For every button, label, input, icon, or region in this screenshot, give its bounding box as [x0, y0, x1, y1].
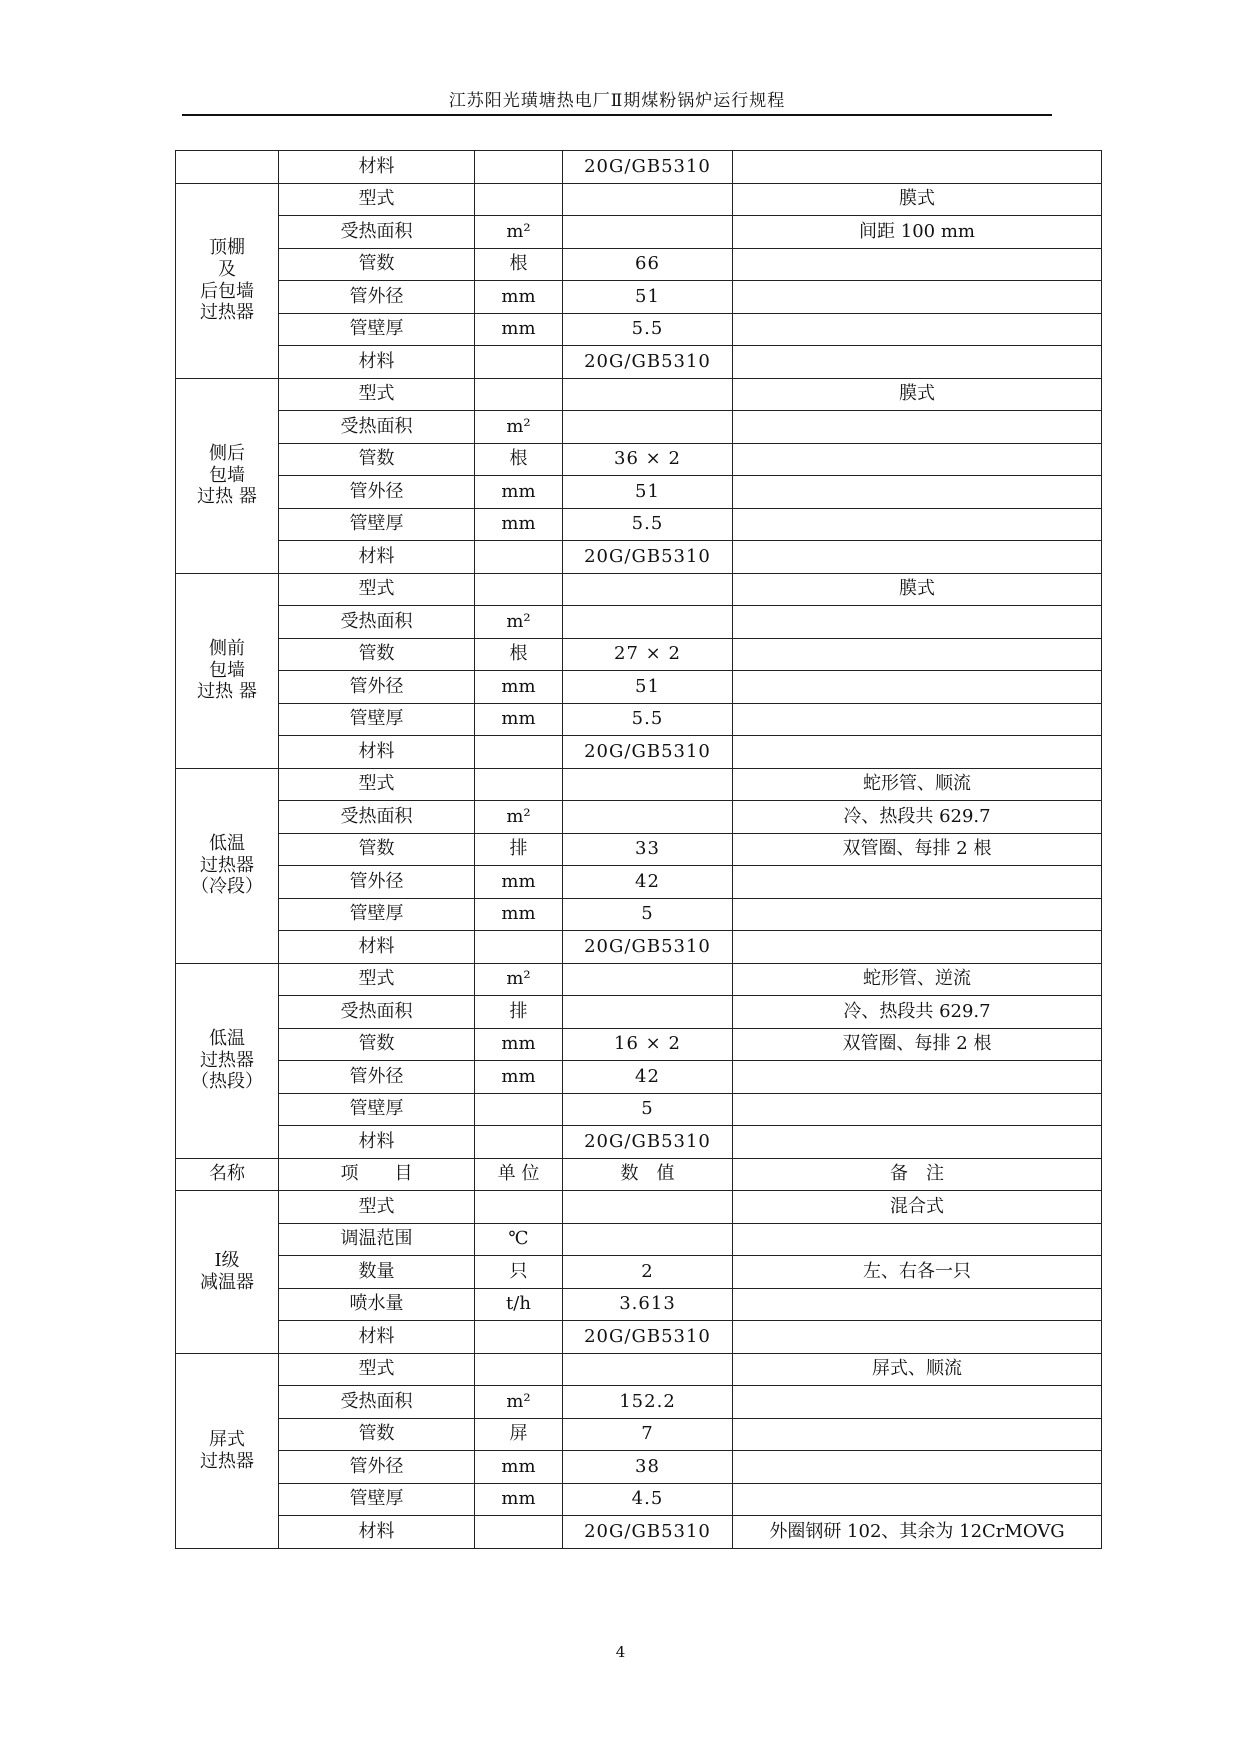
value-cell — [563, 801, 733, 834]
table-row — [176, 183, 1102, 216]
note-cell — [733, 508, 1102, 541]
item-cell: 管外径 — [279, 1451, 475, 1484]
item-cell: 数量 — [279, 1256, 475, 1289]
table-row — [176, 1516, 1102, 1549]
unit-cell: mm — [475, 671, 563, 704]
table-row — [176, 963, 1102, 996]
item-cell: 型式 — [279, 183, 475, 216]
table-row — [176, 1483, 1102, 1516]
unit-cell — [475, 378, 563, 411]
item-cell: 管数 — [279, 638, 475, 671]
item-cell: 受热面积 — [279, 996, 475, 1029]
header-cell-unit: 单 位 — [475, 1158, 563, 1191]
value-cell — [563, 378, 733, 411]
item-cell: 管壁厚 — [279, 1483, 475, 1516]
table-row — [176, 541, 1102, 574]
note-cell — [733, 248, 1102, 281]
table-row — [176, 898, 1102, 931]
item-cell: 管壁厚 — [279, 313, 475, 346]
value-cell — [563, 216, 733, 249]
note-cell: 冷、热段共 629.7 — [733, 801, 1102, 834]
item-cell: 管外径 — [279, 1061, 475, 1094]
table-row — [176, 151, 1102, 184]
value-cell: 2 — [563, 1256, 733, 1289]
unit-cell: mm — [475, 703, 563, 736]
unit-cell: mm — [475, 1483, 563, 1516]
note-cell — [733, 1321, 1102, 1354]
table-row — [176, 768, 1102, 801]
note-cell — [733, 1223, 1102, 1256]
value-cell — [563, 606, 733, 639]
note-cell — [733, 541, 1102, 574]
unit-cell: 根 — [475, 443, 563, 476]
table-row — [176, 1353, 1102, 1386]
component-name-line: 过热器 — [200, 854, 254, 876]
table-row — [176, 606, 1102, 639]
item-cell: 管外径 — [279, 281, 475, 314]
note-cell: 膜式 — [733, 183, 1102, 216]
table-row — [176, 736, 1102, 769]
unit-cell: 排 — [475, 996, 563, 1029]
note-cell — [733, 866, 1102, 899]
item-cell: 调温范围 — [279, 1223, 475, 1256]
component-name-line: 过热器 — [200, 1049, 254, 1071]
header-divider — [182, 114, 1052, 116]
note-cell — [733, 1093, 1102, 1126]
component-name-line: Ⅰ级 — [214, 1250, 240, 1272]
note-cell — [733, 1418, 1102, 1451]
value-cell — [563, 963, 733, 996]
unit-cell: 只 — [475, 1256, 563, 1289]
item-cell: 管数 — [279, 248, 475, 281]
value-cell: 42 — [563, 1061, 733, 1094]
table-row — [176, 476, 1102, 509]
table-row — [176, 1386, 1102, 1419]
unit-cell: mm — [475, 866, 563, 899]
note-cell: 双管圈、每排 2 根 — [733, 833, 1102, 866]
unit-cell — [475, 1353, 563, 1386]
value-cell — [563, 411, 733, 444]
value-cell — [563, 1223, 733, 1256]
item-cell: 管壁厚 — [279, 898, 475, 931]
unit-cell: mm — [475, 313, 563, 346]
table-row — [176, 248, 1102, 281]
unit-cell: m² — [475, 963, 563, 996]
note-cell — [733, 443, 1102, 476]
item-cell: 材料 — [279, 151, 475, 184]
value-cell: 42 — [563, 866, 733, 899]
component-name-line: 及 — [218, 258, 236, 280]
table-row — [176, 1321, 1102, 1354]
note-cell — [733, 736, 1102, 769]
component-name-cell — [176, 1191, 279, 1354]
component-name-line: 顶棚 — [209, 237, 245, 259]
note-cell — [733, 1451, 1102, 1484]
item-cell: 喷水量 — [279, 1288, 475, 1321]
value-cell: 16 × 2 — [563, 1028, 733, 1061]
note-cell: 冷、热段共 629.7 — [733, 996, 1102, 1029]
item-cell: 型式 — [279, 378, 475, 411]
unit-cell: mm — [475, 898, 563, 931]
item-cell: 材料 — [279, 931, 475, 964]
component-name-cell — [176, 151, 279, 184]
note-cell — [733, 931, 1102, 964]
table-row — [176, 1061, 1102, 1094]
item-cell: 材料 — [279, 1126, 475, 1159]
unit-cell — [475, 1126, 563, 1159]
value-cell: 66 — [563, 248, 733, 281]
unit-cell: mm — [475, 1028, 563, 1061]
table-row — [176, 671, 1102, 704]
table-row — [176, 508, 1102, 541]
value-cell: 20G/GB5310 — [563, 1516, 733, 1549]
component-name-line: 减温器 — [200, 1271, 254, 1293]
unit-cell — [475, 1516, 563, 1549]
component-name-cell — [176, 963, 279, 1158]
note-cell: 膜式 — [733, 573, 1102, 606]
unit-cell: mm — [475, 508, 563, 541]
item-cell: 受热面积 — [279, 801, 475, 834]
value-cell: 5.5 — [563, 313, 733, 346]
unit-cell — [475, 183, 563, 216]
table-row — [176, 1093, 1102, 1126]
item-cell: 受热面积 — [279, 411, 475, 444]
note-cell — [733, 281, 1102, 314]
value-cell: 4.5 — [563, 1483, 733, 1516]
unit-cell — [475, 541, 563, 574]
note-cell — [733, 411, 1102, 444]
table-row — [176, 378, 1102, 411]
component-name-line: 侧前 — [209, 638, 245, 660]
component-name-line: 包墙 — [209, 659, 245, 681]
table-row — [176, 996, 1102, 1029]
item-cell: 管数 — [279, 1028, 475, 1061]
item-cell: 型式 — [279, 963, 475, 996]
value-cell: 20G/GB5310 — [563, 1126, 733, 1159]
value-cell: 20G/GB5310 — [563, 346, 733, 379]
value-cell: 51 — [563, 476, 733, 509]
unit-cell — [475, 151, 563, 184]
unit-cell — [475, 346, 563, 379]
note-cell — [733, 1483, 1102, 1516]
value-cell: 5.5 — [563, 508, 733, 541]
note-cell — [733, 1386, 1102, 1419]
value-cell: 33 — [563, 833, 733, 866]
value-cell — [563, 768, 733, 801]
component-name-line: （冷段） — [191, 876, 263, 898]
table-row — [176, 573, 1102, 606]
component-name-line: 低温 — [209, 1028, 245, 1050]
table-row — [176, 216, 1102, 249]
item-cell: 受热面积 — [279, 606, 475, 639]
unit-cell: mm — [475, 476, 563, 509]
item-cell: 材料 — [279, 736, 475, 769]
note-cell: 蛇形管、顺流 — [733, 768, 1102, 801]
component-name-line: 低温 — [209, 833, 245, 855]
note-cell: 膜式 — [733, 378, 1102, 411]
note-cell: 左、右各一只 — [733, 1256, 1102, 1289]
table-row — [176, 703, 1102, 736]
component-name-line: 过热器 — [200, 1450, 254, 1472]
table-row — [176, 1028, 1102, 1061]
value-cell — [563, 573, 733, 606]
component-name-cell — [176, 1353, 279, 1548]
note-cell: 外圈钢研 102、其余为 12CrMOVG — [733, 1516, 1102, 1549]
value-cell — [563, 996, 733, 1029]
value-cell: 36 × 2 — [563, 443, 733, 476]
unit-cell: m² — [475, 1386, 563, 1419]
note-cell: 混合式 — [733, 1191, 1102, 1224]
note-cell — [733, 703, 1102, 736]
item-cell: 管壁厚 — [279, 1093, 475, 1126]
unit-cell — [475, 768, 563, 801]
table-row — [176, 1418, 1102, 1451]
note-cell: 双管圈、每排 2 根 — [733, 1028, 1102, 1061]
item-cell: 受热面积 — [279, 216, 475, 249]
component-name-line: 过热 器 — [197, 486, 257, 508]
table-row — [176, 866, 1102, 899]
note-cell — [733, 151, 1102, 184]
value-cell — [563, 1191, 733, 1224]
table-header-row — [176, 1158, 1102, 1191]
table-row — [176, 313, 1102, 346]
header-cell-item: 项 目 — [279, 1158, 475, 1191]
item-cell: 管外径 — [279, 476, 475, 509]
item-cell: 材料 — [279, 1321, 475, 1354]
component-name-cell — [176, 378, 279, 573]
component-name-cell — [176, 768, 279, 963]
note-cell — [733, 606, 1102, 639]
note-cell — [733, 638, 1102, 671]
item-cell: 管数 — [279, 443, 475, 476]
value-cell: 51 — [563, 671, 733, 704]
component-name-line: 侧后 — [209, 443, 245, 465]
table-row — [176, 1451, 1102, 1484]
table-row — [176, 1191, 1102, 1224]
table-row — [176, 638, 1102, 671]
item-cell: 型式 — [279, 573, 475, 606]
table-row — [176, 931, 1102, 964]
component-name-cell — [176, 183, 279, 378]
value-cell — [563, 1353, 733, 1386]
item-cell: 管数 — [279, 833, 475, 866]
table-row — [176, 443, 1102, 476]
table-row — [176, 801, 1102, 834]
unit-cell: ℃ — [475, 1223, 563, 1256]
component-name-line: 屏式 — [209, 1428, 245, 1450]
unit-cell: mm — [475, 1451, 563, 1484]
unit-cell — [475, 1093, 563, 1126]
item-cell: 受热面积 — [279, 1386, 475, 1419]
item-cell: 管壁厚 — [279, 703, 475, 736]
item-cell: 管外径 — [279, 866, 475, 899]
component-name-line: 包墙 — [209, 464, 245, 486]
unit-cell: t/h — [475, 1288, 563, 1321]
value-cell: 51 — [563, 281, 733, 314]
value-cell: 20G/GB5310 — [563, 151, 733, 184]
table-row — [176, 1126, 1102, 1159]
value-cell: 5 — [563, 1093, 733, 1126]
item-cell: 管数 — [279, 1418, 475, 1451]
unit-cell — [475, 1191, 563, 1224]
unit-cell — [475, 736, 563, 769]
note-cell — [733, 1288, 1102, 1321]
value-cell: 20G/GB5310 — [563, 931, 733, 964]
table-row — [176, 1223, 1102, 1256]
value-cell — [563, 183, 733, 216]
unit-cell: m² — [475, 216, 563, 249]
table-row — [176, 1288, 1102, 1321]
header-cell-note: 备 注 — [733, 1158, 1102, 1191]
note-cell — [733, 313, 1102, 346]
unit-cell: 排 — [475, 833, 563, 866]
table-row — [176, 346, 1102, 379]
unit-cell — [475, 573, 563, 606]
unit-cell — [475, 1321, 563, 1354]
value-cell: 27 × 2 — [563, 638, 733, 671]
item-cell: 型式 — [279, 1353, 475, 1386]
component-name-line: 后包墙 — [200, 280, 254, 302]
component-name-line: （热段） — [191, 1071, 263, 1093]
component-name-line: 过热器 — [200, 302, 254, 324]
page-number: 4 — [615, 1643, 626, 1661]
item-cell: 材料 — [279, 1516, 475, 1549]
value-cell: 5 — [563, 898, 733, 931]
unit-cell: m² — [475, 606, 563, 639]
table-row — [176, 833, 1102, 866]
header-cell-value: 数 值 — [563, 1158, 733, 1191]
note-cell — [733, 1061, 1102, 1094]
value-cell: 7 — [563, 1418, 733, 1451]
unit-cell — [475, 931, 563, 964]
table-row — [176, 281, 1102, 314]
unit-cell: m² — [475, 801, 563, 834]
note-cell: 蛇形管、逆流 — [733, 963, 1102, 996]
component-name-line: 过热 器 — [197, 681, 257, 703]
table-row — [176, 1256, 1102, 1289]
table-row — [176, 411, 1102, 444]
spec-table-body — [176, 151, 1102, 1549]
item-cell: 管壁厚 — [279, 508, 475, 541]
unit-cell: 根 — [475, 248, 563, 281]
component-name-cell — [176, 573, 279, 768]
unit-cell: mm — [475, 281, 563, 314]
note-cell: 间距 100 mm — [733, 216, 1102, 249]
note-cell — [733, 898, 1102, 931]
value-cell: 20G/GB5310 — [563, 736, 733, 769]
value-cell: 3.613 — [563, 1288, 733, 1321]
unit-cell: 屏 — [475, 1418, 563, 1451]
item-cell: 材料 — [279, 346, 475, 379]
item-cell: 型式 — [279, 1191, 475, 1224]
note-cell — [733, 671, 1102, 704]
unit-cell: 根 — [475, 638, 563, 671]
spec-table — [175, 150, 1102, 1549]
value-cell: 152.2 — [563, 1386, 733, 1419]
item-cell: 型式 — [279, 768, 475, 801]
unit-cell: m² — [475, 411, 563, 444]
value-cell: 20G/GB5310 — [563, 1321, 733, 1354]
note-cell — [733, 476, 1102, 509]
value-cell: 20G/GB5310 — [563, 541, 733, 574]
value-cell: 5.5 — [563, 703, 733, 736]
header-cell-name: 名称 — [176, 1158, 279, 1191]
note-cell — [733, 346, 1102, 379]
note-cell — [733, 1126, 1102, 1159]
note-cell: 屏式、顺流 — [733, 1353, 1102, 1386]
item-cell: 材料 — [279, 541, 475, 574]
item-cell: 管外径 — [279, 671, 475, 704]
unit-cell: mm — [475, 1061, 563, 1094]
page-header-title: 江苏阳光璜塘热电厂Ⅱ期煤粉锅炉运行规程 — [448, 91, 786, 111]
value-cell: 38 — [563, 1451, 733, 1484]
